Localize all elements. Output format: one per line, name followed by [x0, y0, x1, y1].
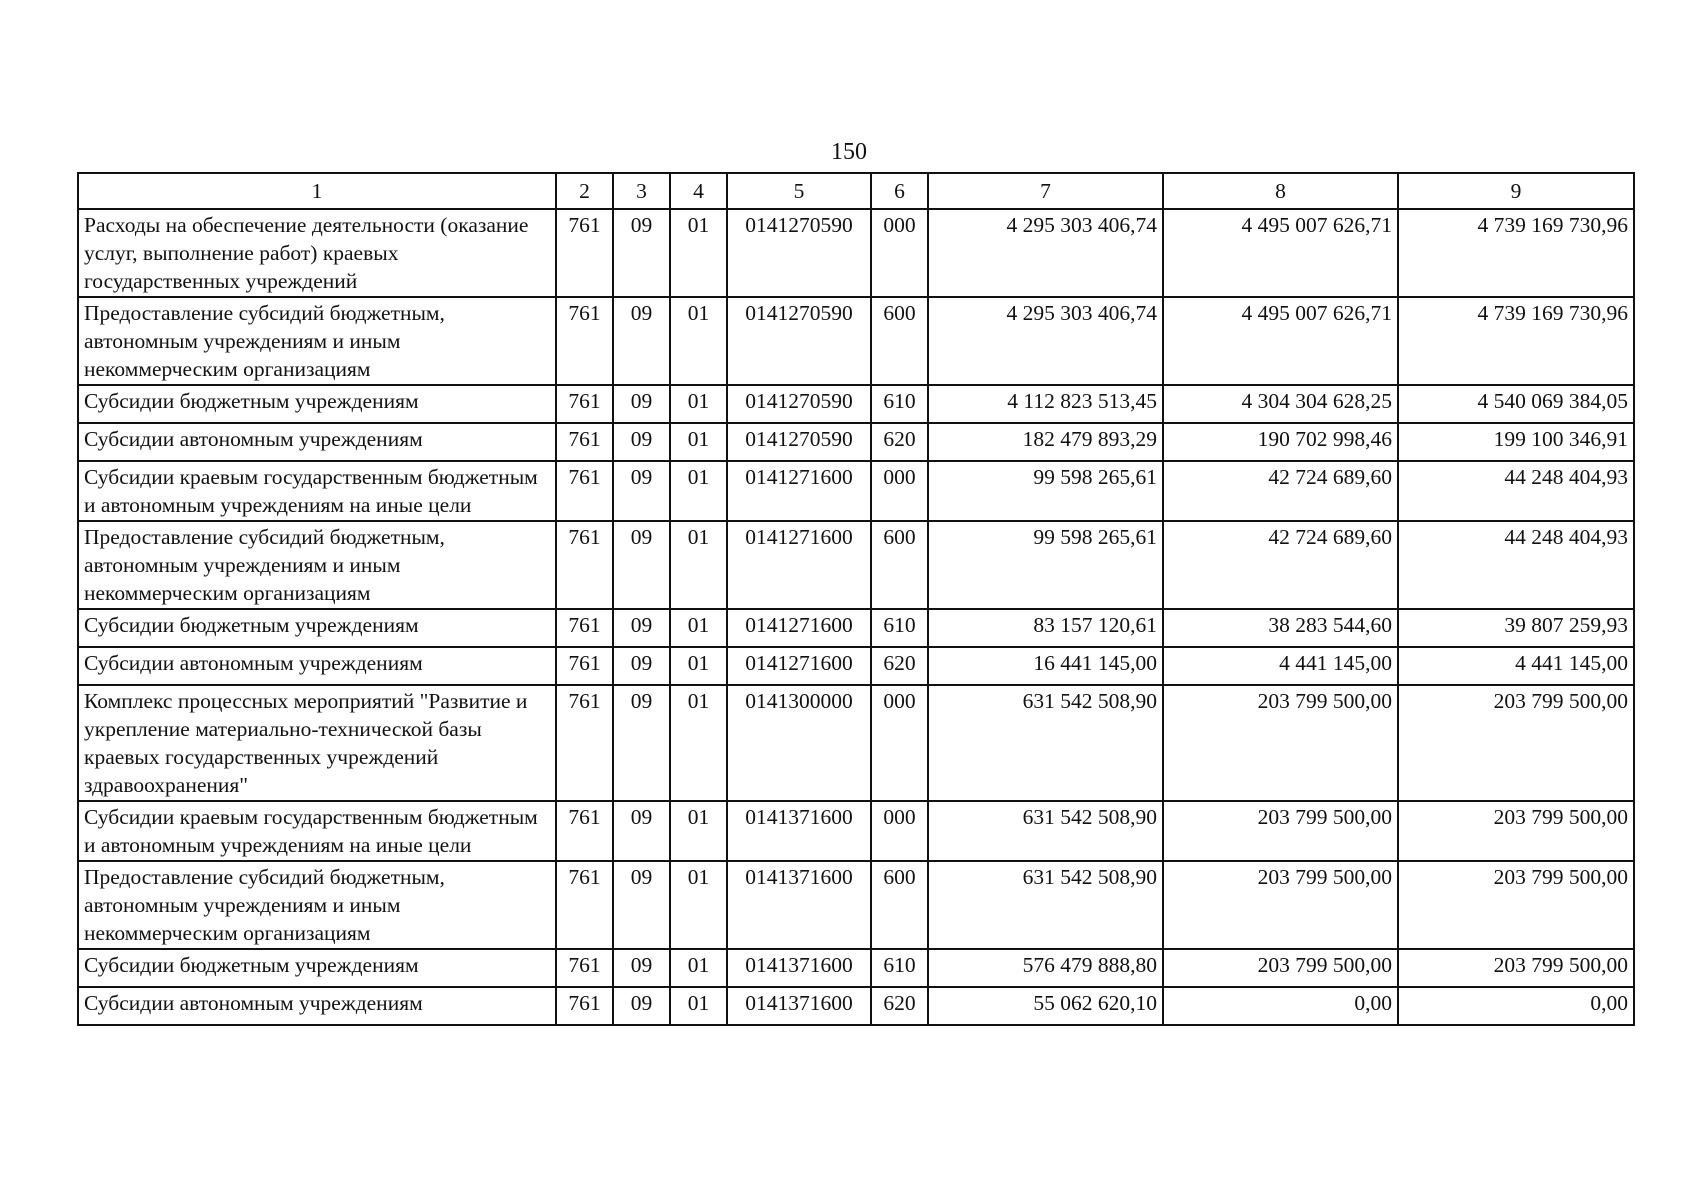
row-code-4: 01 [670, 609, 727, 647]
row-code-6: 610 [871, 385, 928, 423]
row-amount-9: 44 248 404,93 [1398, 461, 1634, 521]
row-amount-8: 42 724 689,60 [1163, 521, 1398, 609]
row-code-3: 09 [613, 647, 670, 685]
row-amount-7: 4 112 823 513,45 [928, 385, 1163, 423]
row-amount-9: 203 799 500,00 [1398, 685, 1634, 801]
row-amount-8: 38 283 544,60 [1163, 609, 1398, 647]
row-code-3: 09 [613, 861, 670, 949]
row-code-5: 0141270590 [727, 385, 871, 423]
row-code-5: 0141271600 [727, 647, 871, 685]
row-code-6: 620 [871, 987, 928, 1025]
row-name: Комплекс процессных мероприятий "Развитие и укрепление материально-технической базы краевых государственных учреждений здравоохранения" [78, 685, 556, 801]
row-code-2: 761 [556, 461, 613, 521]
row-amount-7: 631 542 508,90 [928, 685, 1163, 801]
table-row [78, 297, 1634, 385]
row-code-3: 09 [613, 209, 670, 297]
row-amount-8: 203 799 500,00 [1163, 801, 1398, 861]
row-amount-7: 631 542 508,90 [928, 801, 1163, 861]
row-code-4: 01 [670, 461, 727, 521]
row-name: Субсидии бюджетным учреждениям [78, 949, 556, 987]
column-header-6: 6 [871, 173, 928, 209]
row-amount-8: 203 799 500,00 [1163, 861, 1398, 949]
row-code-3: 09 [613, 385, 670, 423]
row-name: Предоставление субсидий бюджетным, автономным учреждениям и иным некоммерческим организациям [78, 297, 556, 385]
row-code-6: 620 [871, 647, 928, 685]
column-header-9: 9 [1398, 173, 1634, 209]
row-amount-8: 203 799 500,00 [1163, 685, 1398, 801]
row-name: Предоставление субсидий бюджетным, автономным учреждениям и иным некоммерческим организациям [78, 521, 556, 609]
row-amount-7: 4 295 303 406,74 [928, 209, 1163, 297]
row-amount-9: 199 100 346,91 [1398, 423, 1634, 461]
row-amount-7: 4 295 303 406,74 [928, 297, 1163, 385]
row-code-4: 01 [670, 949, 727, 987]
row-code-2: 761 [556, 949, 613, 987]
row-code-2: 761 [556, 385, 613, 423]
table-body [78, 209, 1634, 1025]
row-code-4: 01 [670, 521, 727, 609]
row-code-2: 761 [556, 861, 613, 949]
table-row [78, 861, 1634, 949]
row-amount-7: 55 062 620,10 [928, 987, 1163, 1025]
row-code-5: 0141270590 [727, 423, 871, 461]
row-amount-8: 4 495 007 626,71 [1163, 297, 1398, 385]
row-code-3: 09 [613, 609, 670, 647]
column-header-7: 7 [928, 173, 1163, 209]
row-amount-8: 4 441 145,00 [1163, 647, 1398, 685]
row-name: Субсидии краевым государственным бюджетным и автономным учреждениям на иные цели [78, 801, 556, 861]
row-amount-9: 4 739 169 730,96 [1398, 209, 1634, 297]
row-code-2: 761 [556, 801, 613, 861]
row-amount-8: 4 304 304 628,25 [1163, 385, 1398, 423]
row-amount-7: 99 598 265,61 [928, 521, 1163, 609]
row-code-5: 0141271600 [727, 461, 871, 521]
table-row [78, 521, 1634, 609]
row-name: Субсидии автономным учреждениям [78, 423, 556, 461]
row-name: Предоставление субсидий бюджетным, автономным учреждениям и иным некоммерческим организациям [78, 861, 556, 949]
table-row [78, 801, 1634, 861]
row-name: Субсидии автономным учреждениям [78, 647, 556, 685]
row-amount-7: 16 441 145,00 [928, 647, 1163, 685]
row-code-3: 09 [613, 423, 670, 461]
row-code-4: 01 [670, 685, 727, 801]
row-amount-9: 4 739 169 730,96 [1398, 297, 1634, 385]
row-name: Субсидии бюджетным учреждениям [78, 385, 556, 423]
row-amount-9: 203 799 500,00 [1398, 861, 1634, 949]
row-amount-8: 0,00 [1163, 987, 1398, 1025]
table-row [78, 949, 1634, 987]
row-amount-8: 190 702 998,46 [1163, 423, 1398, 461]
row-amount-7: 99 598 265,61 [928, 461, 1163, 521]
row-amount-9: 4 441 145,00 [1398, 647, 1634, 685]
row-amount-8: 42 724 689,60 [1163, 461, 1398, 521]
row-code-4: 01 [670, 297, 727, 385]
row-code-2: 761 [556, 685, 613, 801]
page-number: 150 [831, 139, 867, 165]
row-code-3: 09 [613, 801, 670, 861]
row-name: Субсидии бюджетным учреждениям [78, 609, 556, 647]
row-code-4: 01 [670, 209, 727, 297]
budget-table [77, 172, 1635, 1026]
table-row [78, 987, 1634, 1025]
column-header-1: 1 [78, 173, 556, 209]
column-header-8: 8 [1163, 173, 1398, 209]
row-amount-9: 39 807 259,93 [1398, 609, 1634, 647]
row-code-3: 09 [613, 685, 670, 801]
row-amount-8: 4 495 007 626,71 [1163, 209, 1398, 297]
row-code-3: 09 [613, 297, 670, 385]
row-code-3: 09 [613, 987, 670, 1025]
row-amount-7: 576 479 888,80 [928, 949, 1163, 987]
row-code-4: 01 [670, 801, 727, 861]
row-code-6: 000 [871, 685, 928, 801]
column-header-2: 2 [556, 173, 613, 209]
row-code-2: 761 [556, 521, 613, 609]
row-amount-8: 203 799 500,00 [1163, 949, 1398, 987]
row-name: Расходы на обеспечение деятельности (оказание услуг, выполнение работ) краевых государственных учреждений [78, 209, 556, 297]
row-code-5: 0141371600 [727, 949, 871, 987]
row-code-2: 761 [556, 647, 613, 685]
row-code-6: 610 [871, 949, 928, 987]
row-code-2: 761 [556, 297, 613, 385]
column-header-4: 4 [670, 173, 727, 209]
column-header-3: 3 [613, 173, 670, 209]
row-code-5: 0141270590 [727, 297, 871, 385]
table-row [78, 647, 1634, 685]
row-amount-7: 83 157 120,61 [928, 609, 1163, 647]
row-code-5: 0141270590 [727, 209, 871, 297]
column-header-5: 5 [727, 173, 871, 209]
row-code-4: 01 [670, 385, 727, 423]
row-code-5: 0141300000 [727, 685, 871, 801]
row-code-3: 09 [613, 949, 670, 987]
row-code-5: 0141371600 [727, 987, 871, 1025]
row-code-6: 000 [871, 209, 928, 297]
table-row [78, 385, 1634, 423]
row-code-5: 0141271600 [727, 609, 871, 647]
table-row [78, 209, 1634, 297]
row-code-2: 761 [556, 609, 613, 647]
row-code-6: 000 [871, 801, 928, 861]
row-code-6: 600 [871, 297, 928, 385]
row-name: Субсидии краевым государственным бюджетным и автономным учреждениям на иные цели [78, 461, 556, 521]
table-row [78, 685, 1634, 801]
row-code-2: 761 [556, 987, 613, 1025]
row-code-6: 610 [871, 609, 928, 647]
row-code-6: 620 [871, 423, 928, 461]
row-code-2: 761 [556, 423, 613, 461]
table-row [78, 461, 1634, 521]
row-code-4: 01 [670, 861, 727, 949]
row-code-3: 09 [613, 461, 670, 521]
table-header-row [78, 173, 1634, 209]
row-code-5: 0141271600 [727, 521, 871, 609]
row-name: Субсидии автономным учреждениям [78, 987, 556, 1025]
row-amount-9: 44 248 404,93 [1398, 521, 1634, 609]
row-code-4: 01 [670, 647, 727, 685]
table-row [78, 609, 1634, 647]
row-amount-7: 182 479 893,29 [928, 423, 1163, 461]
row-code-4: 01 [670, 423, 727, 461]
row-amount-9: 203 799 500,00 [1398, 949, 1634, 987]
row-code-4: 01 [670, 987, 727, 1025]
row-code-5: 0141371600 [727, 861, 871, 949]
table-row [78, 423, 1634, 461]
row-code-6: 600 [871, 521, 928, 609]
row-amount-9: 203 799 500,00 [1398, 801, 1634, 861]
row-code-6: 000 [871, 461, 928, 521]
row-amount-9: 4 540 069 384,05 [1398, 385, 1634, 423]
row-code-5: 0141371600 [727, 801, 871, 861]
row-code-6: 600 [871, 861, 928, 949]
row-amount-9: 0,00 [1398, 987, 1634, 1025]
row-amount-7: 631 542 508,90 [928, 861, 1163, 949]
row-code-3: 09 [613, 521, 670, 609]
row-code-2: 761 [556, 209, 613, 297]
